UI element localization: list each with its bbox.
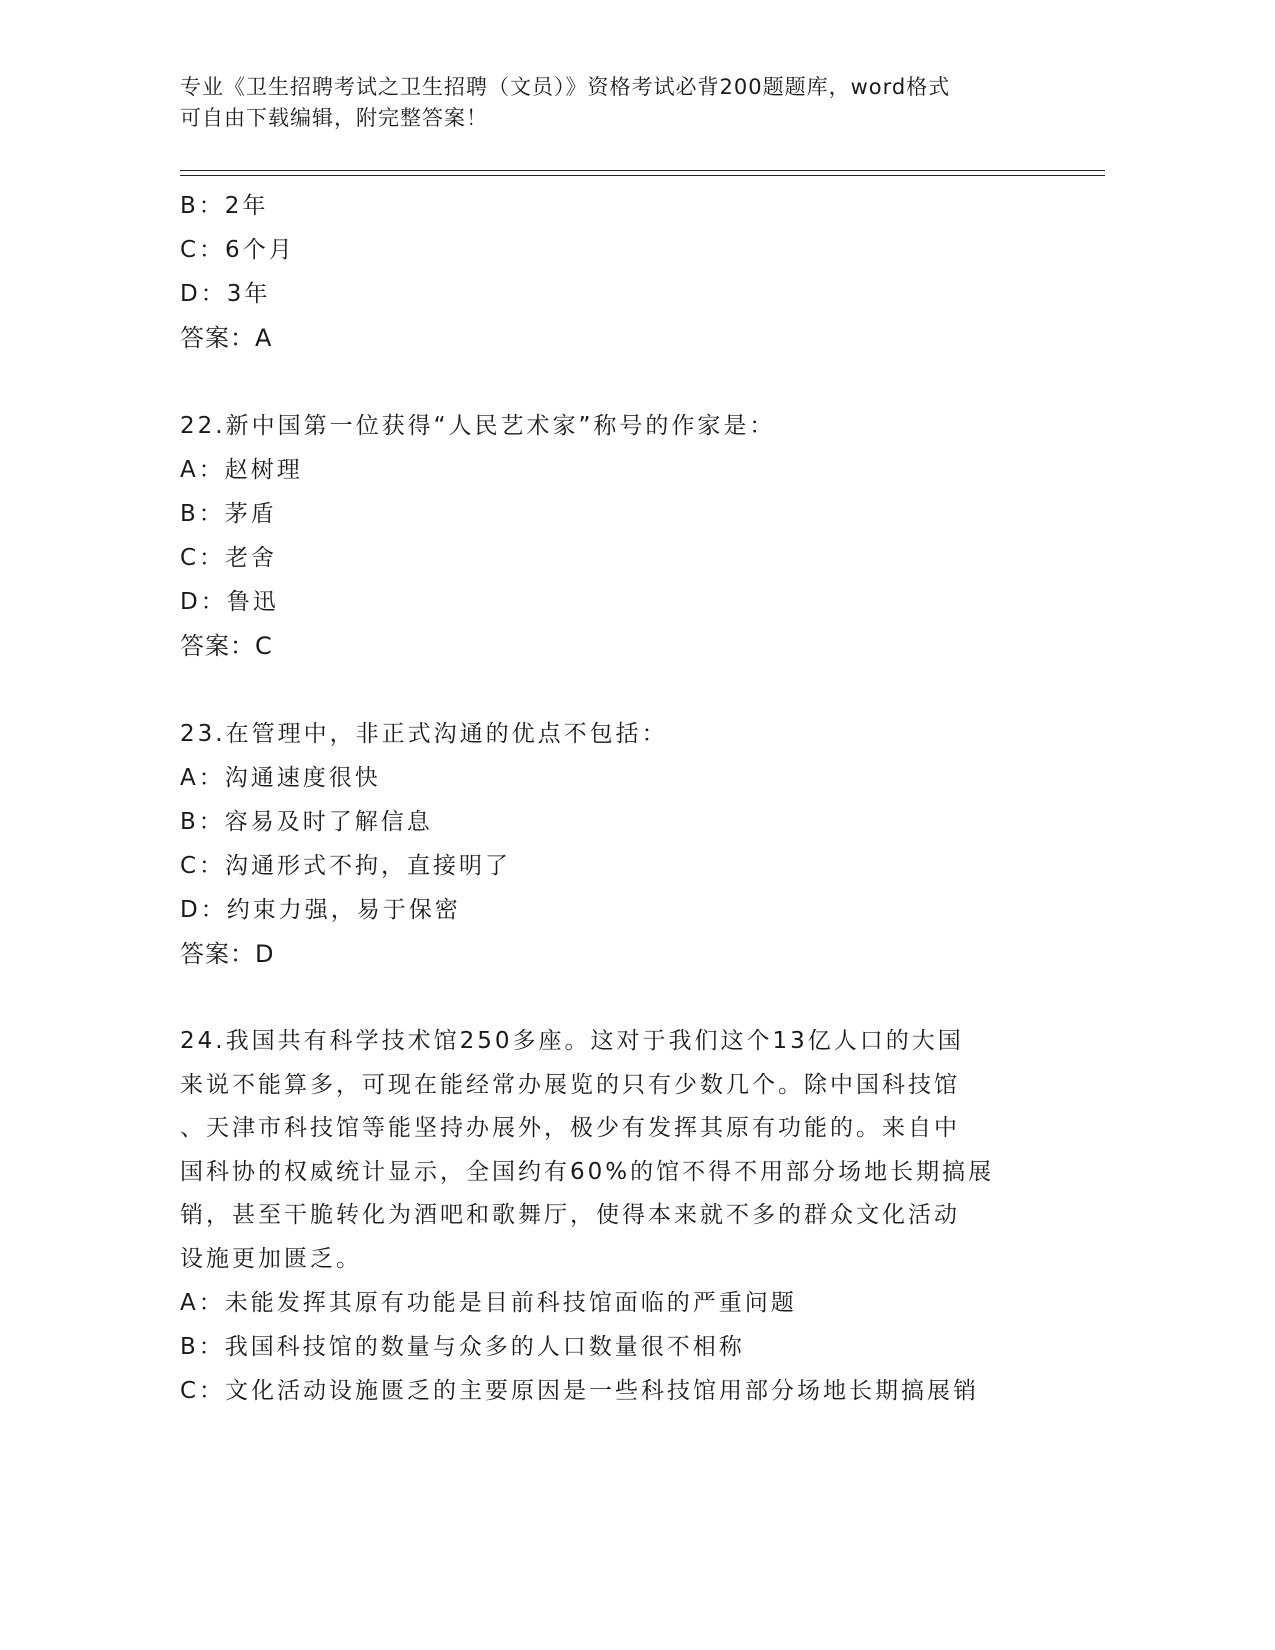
option-b: B：我国科技馆的数量与众多的人口数量很不相称 (180, 1334, 745, 1360)
question-24 (180, 1020, 1060, 1413)
document-header (180, 72, 1080, 134)
question-stem: 23.在管理中，非正式沟通的优点不包括： (180, 721, 668, 747)
stem-line: 国科协的权威统计显示，全国约有60%的馆不得不用部分场地长期搞展 (180, 1158, 995, 1185)
answer-line: 答案：C (180, 632, 273, 660)
question-list (180, 184, 1060, 1413)
option-d: D：约束力强，易于保密 (180, 897, 461, 923)
option-b: B：2年 (180, 193, 269, 219)
option-c: C：文化活动设施匮乏的主要原因是一些科技馆用部分场地长期搞展销 (180, 1378, 980, 1404)
option-d: D：3年 (180, 281, 271, 307)
answer-line: 答案：A (180, 324, 273, 352)
header-title-line-2: 可自由下载编辑，附完整答案！ (180, 106, 488, 130)
answer-line: 答案：D (180, 940, 275, 968)
option-b: B：容易及时了解信息 (180, 809, 433, 835)
stem-line: 24.我国共有科学技术馆250多座。这对于我们这个13亿人口的大国 (180, 1028, 964, 1054)
stem-line: 、天津市科技馆等能坚持办展外，极少有发挥其原有功能的。来自中 (180, 1115, 960, 1141)
option-d: D：鲁迅 (180, 589, 279, 615)
spacer (180, 668, 1060, 712)
option-b: B：茅盾 (180, 501, 277, 527)
question-stem (180, 1020, 1040, 1281)
option-a: A：沟通速度很快 (180, 765, 381, 791)
option-c: C：老舍 (180, 545, 278, 571)
option-a: A：未能发挥其原有功能是目前科技馆面临的严重问题 (180, 1290, 797, 1316)
header-divider-top (180, 170, 1105, 171)
question-21 (180, 184, 1060, 360)
stem-line: 销，甚至干脆转化为酒吧和歌舞厅，使得本来就不多的群众文化活动 (180, 1202, 960, 1228)
option-c: C：沟通形式不拘，直接明了 (180, 853, 512, 879)
spacer (180, 976, 1060, 1020)
option-a: A：赵树理 (180, 457, 303, 483)
question-stem: 22.新中国第一位获得“人民艺术家”称号的作家是： (180, 413, 776, 439)
question-22 (180, 404, 1060, 668)
header-divider-bottom (180, 175, 1105, 176)
question-23 (180, 712, 1060, 976)
spacer (180, 360, 1060, 404)
stem-line: 设施更加匮乏。 (180, 1245, 362, 1272)
option-c: C：6个月 (180, 237, 295, 263)
stem-line: 来说不能算多，可现在能经常办展览的只有少数几个。除中国科技馆 (180, 1071, 960, 1098)
header-title-line-1: 专业《卫生招聘考试之卫生招聘（文员）》资格考试必背200题题库，word格式 (180, 75, 951, 99)
